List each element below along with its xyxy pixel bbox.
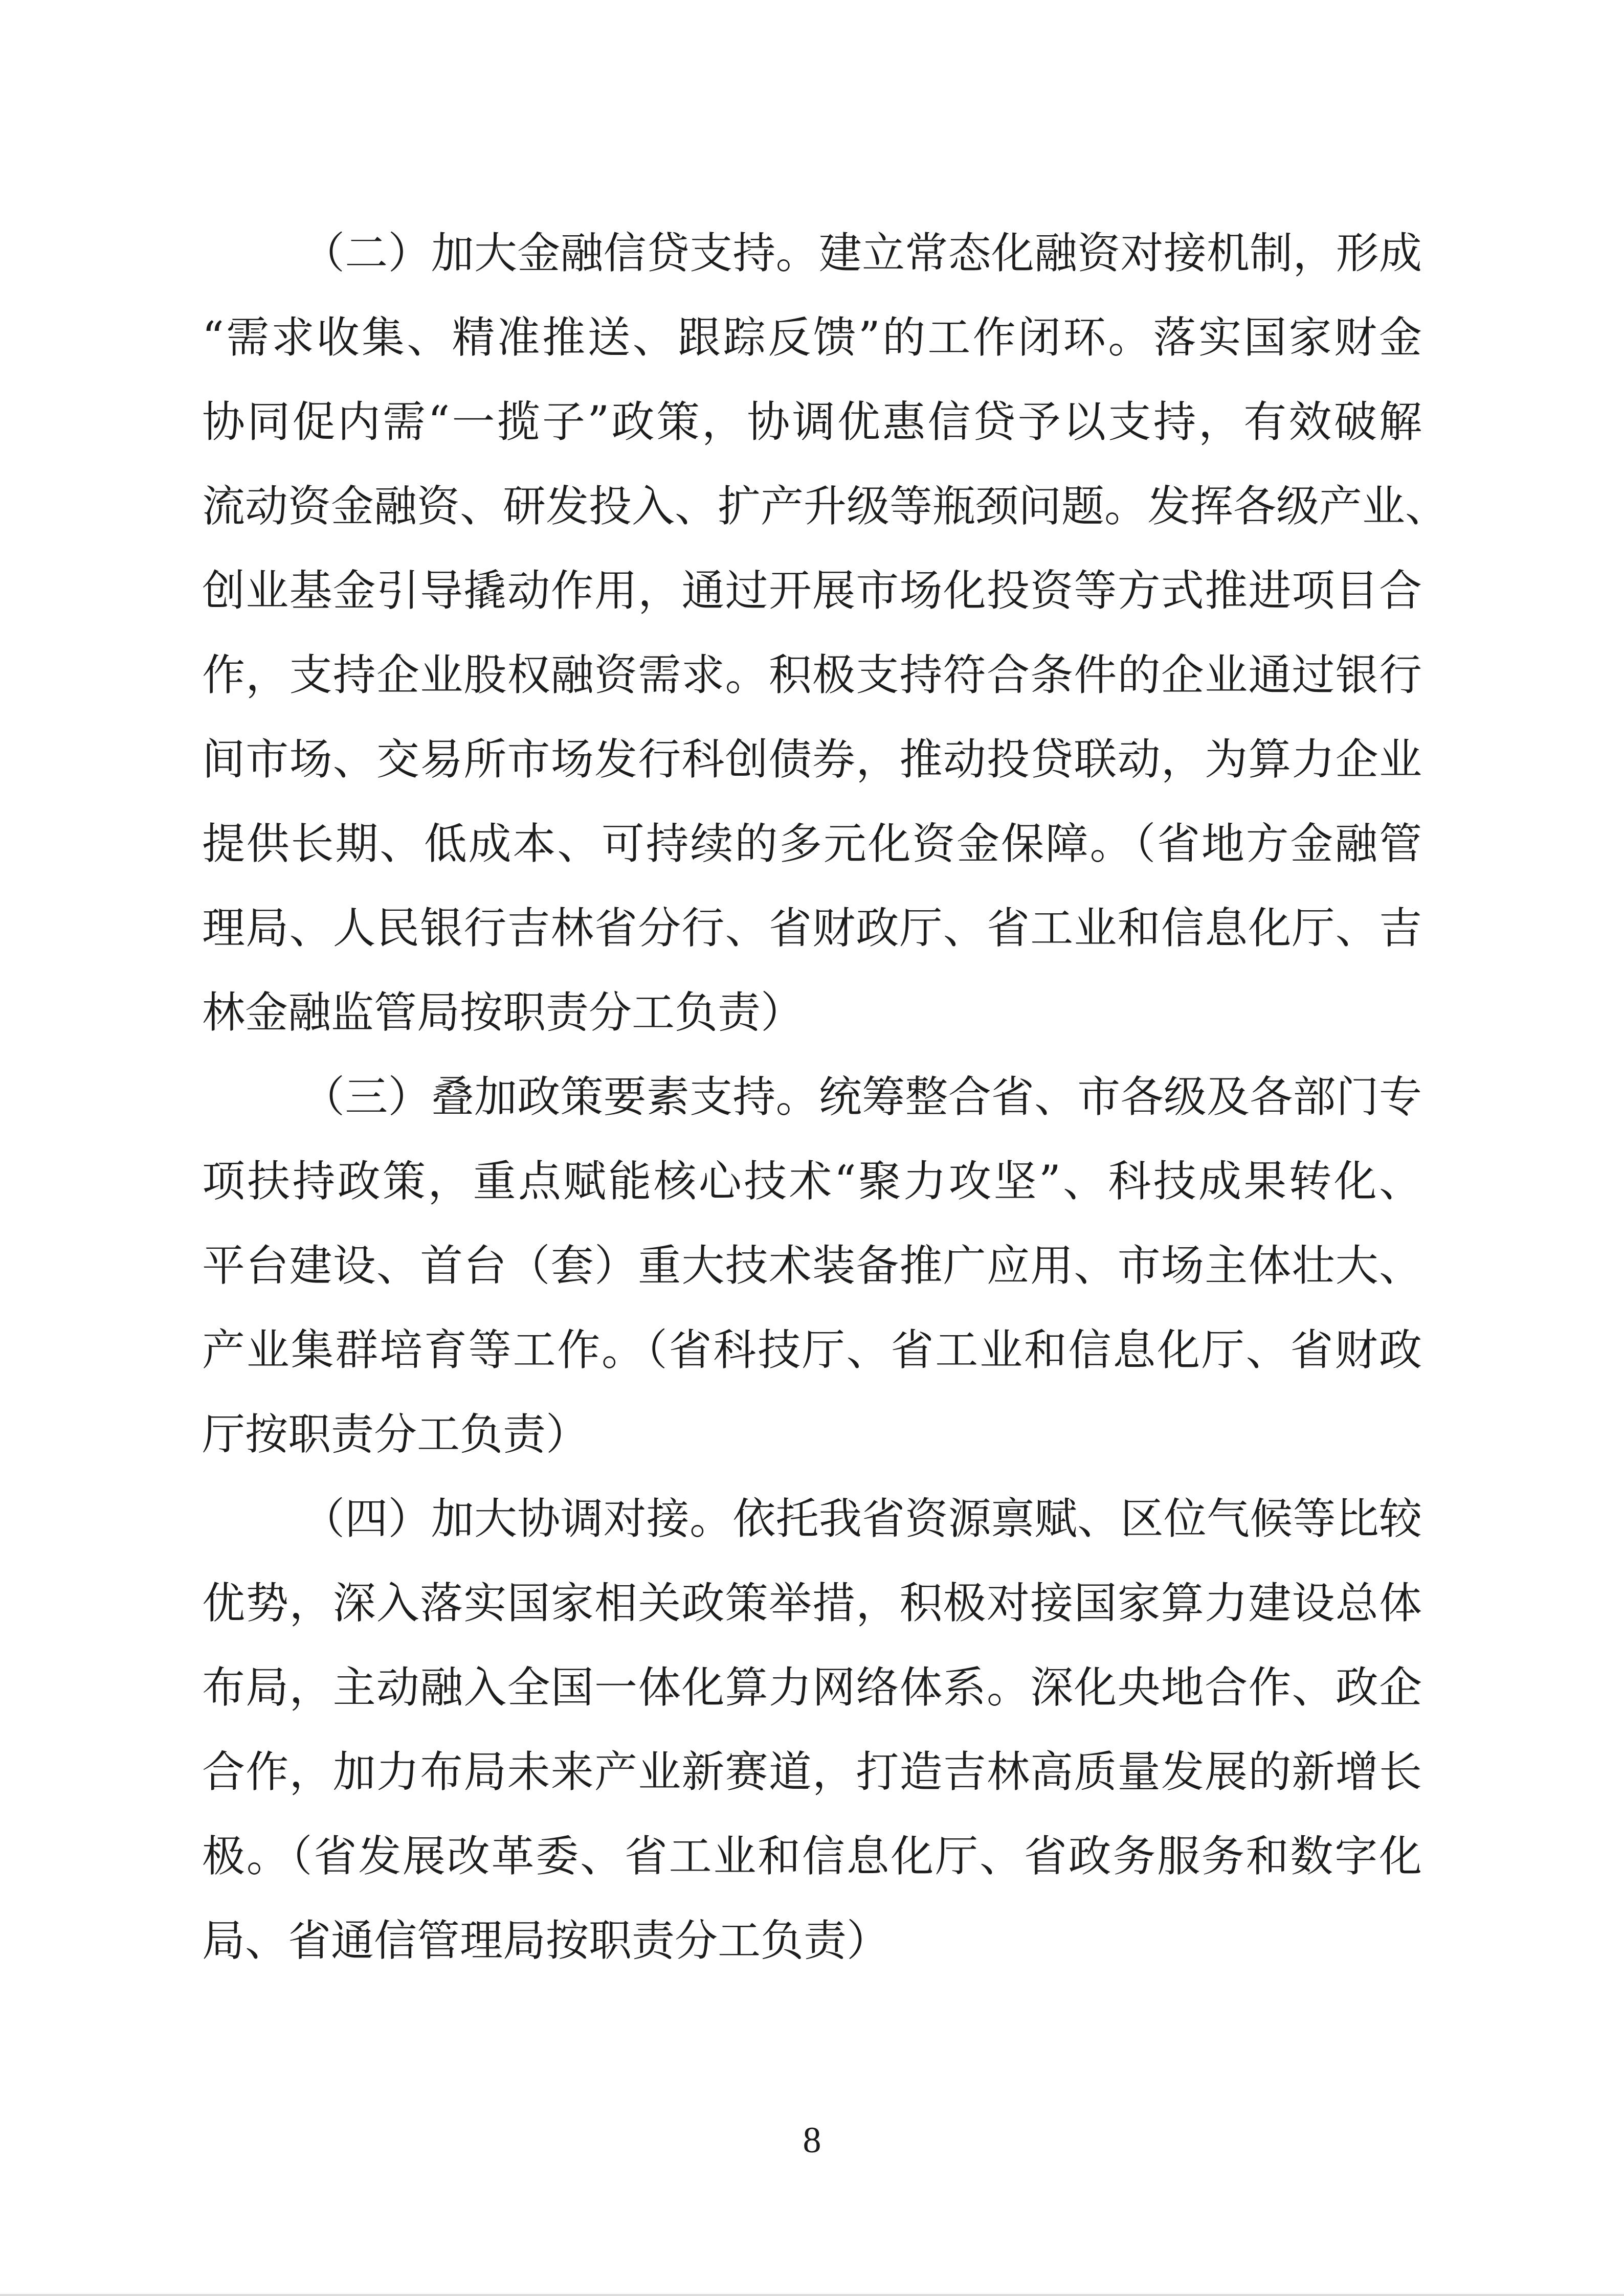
- paragraph-line: 协同促内需“一揽子”政策，协调优惠信贷予以支持，有效破解: [202, 397, 1422, 447]
- paragraph-line: 提供长期、低成本、可持续的多元化资金保障。（省地方金融管: [202, 819, 1422, 869]
- paragraph-line: 极。（省发展改革委、省工业和信息化厅、省政务服务和数字化: [202, 1831, 1422, 1881]
- paragraph-line: （四）加大协调对接。依托我省资源禀赋、区位气候等比较: [302, 1494, 1422, 1544]
- paragraph-line: 流动资金融资、研发投入、扩产升级等瓶颈问题。发挥各级产业、: [202, 481, 1449, 531]
- page-number: 8: [803, 2120, 821, 2160]
- paragraph-line: 项扶持政策，重点赋能核心技术“聚力攻坚”、科技成果转化、: [202, 1156, 1422, 1206]
- paragraph-line: 作，支持企业股权融资需求。积极支持符合条件的企业通过银行: [202, 650, 1422, 700]
- paragraph-line: （二）加大金融信贷支持。建立常态化融资对接机制，形成: [302, 228, 1422, 278]
- paragraph-line: （三）叠加政策要素支持。统筹整合省、市各级及各部门专: [302, 1072, 1422, 1122]
- paragraph-line: 间市场、交易所市场发行科创债券，推动投贷联动，为算力企业: [202, 734, 1422, 784]
- page-bottom-edge: [0, 2294, 1624, 2296]
- paragraph-line: “需求收集、精准推送、跟踪反馈”的工作闭环。落实国家财金: [202, 312, 1422, 363]
- paragraph-line: 合作，加力布局未来产业新赛道，打造吉林高质量发展的新增长: [202, 1747, 1422, 1797]
- paragraph-line: 局、省通信管理局按职责分工负责）: [202, 1916, 890, 1966]
- paragraph-line: 布局，主动融入全国一体化算力网络体系。深化央地合作、政企: [202, 1662, 1422, 1713]
- paragraph-line: 林金融监管局按职责分工负责）: [202, 987, 804, 1038]
- paragraph-line: 理局、人民银行吉林省分行、省财政厅、省工业和信息化厅、吉: [202, 903, 1422, 953]
- paragraph-line: 厅按职责分工负责）: [202, 1409, 589, 1459]
- paragraph-line: 平台建设、首台（套）重大技术装备推广应用、市场主体壮大、: [202, 1241, 1422, 1291]
- paragraph-line: 优势，深入落实国家相关政策举措，积极对接国家算力建设总体: [202, 1578, 1422, 1628]
- paragraph-line: 产业集群培育等工作。（省科技厅、省工业和信息化厅、省财政: [202, 1325, 1422, 1375]
- paragraph-line: 创业基金引导撬动作用，通过开展市场化投资等方式推进项目合: [202, 566, 1422, 616]
